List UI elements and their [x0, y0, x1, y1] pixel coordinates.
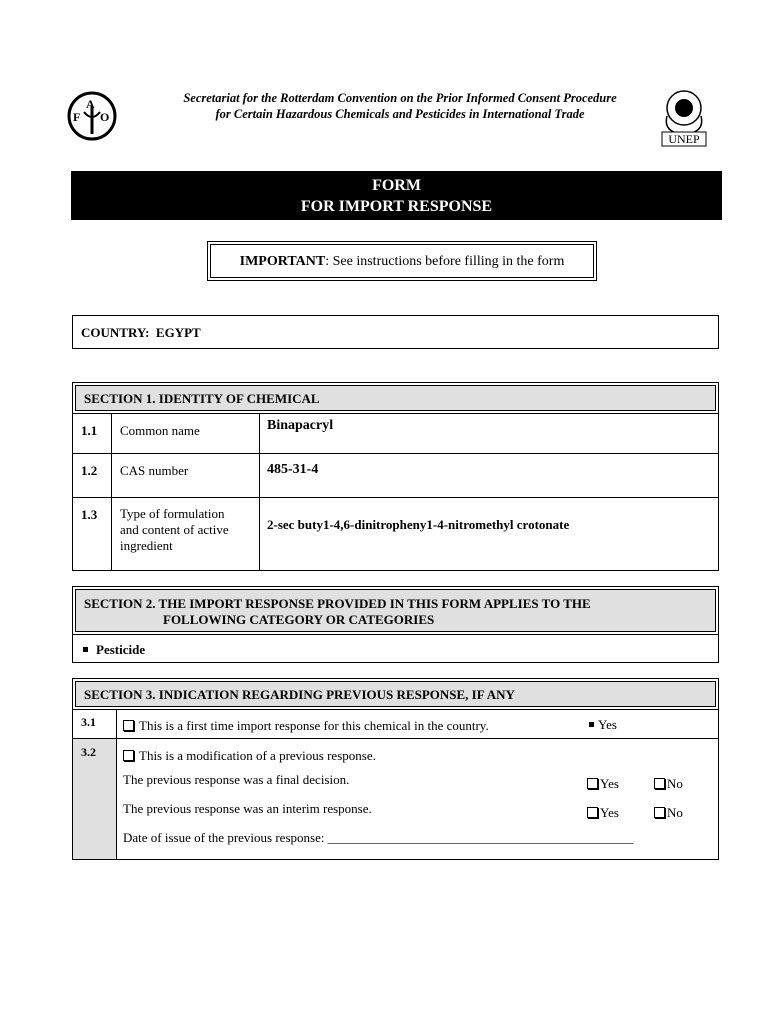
- checkbox-icon[interactable]: [654, 807, 665, 818]
- checkbox-icon[interactable]: [587, 778, 598, 789]
- section-3-heading: SECTION 3. INDICATION REGARDING PREVIOUS RESPONSE, IF ANY: [75, 681, 716, 707]
- header-text: [140, 90, 660, 122]
- interim-no-option[interactable]: [654, 805, 683, 821]
- form-title-line-2: FOR IMPORT RESPONSE: [300, 198, 493, 215]
- first-time-response-text: This is a first time import response for this chemical in the country.: [139, 718, 489, 733]
- section-1-heading: SECTION 1. IDENTITY OF CHEMICAL: [75, 385, 716, 411]
- row-1-3-label: [120, 506, 229, 554]
- fao-logo: [66, 88, 118, 146]
- row-1-2-number: 1.2: [81, 463, 98, 478]
- section-2-heading-line-1: SECTION 2. THE IMPORT RESPONSE PROVIDED IN THIS FORM APPLIES TO THE: [84, 596, 591, 611]
- section-2: [72, 586, 719, 663]
- interim-no-label: No: [667, 805, 683, 820]
- row-1-3-label-line-2: and content of active: [120, 522, 229, 537]
- row-3-2-number: 3.2: [81, 745, 96, 759]
- checkbox-icon[interactable]: [123, 720, 134, 731]
- country-value[interactable]: EGYPT: [155, 325, 201, 340]
- country-label: COUNTRY:: [81, 325, 150, 340]
- row-1-1-label: Common name: [120, 423, 200, 438]
- first-time-yes-label: Yes: [598, 717, 617, 732]
- modification-text: This is a modification of a previous response.: [139, 748, 376, 763]
- important-text: : See instructions before filling in the form: [325, 254, 565, 269]
- first-time-yes[interactable]: [589, 717, 617, 733]
- checkbox-icon[interactable]: [587, 807, 598, 818]
- svg-text:F: F: [73, 110, 81, 124]
- checkbox-icon[interactable]: [123, 750, 134, 761]
- form-title-line-1: FORM: [372, 177, 421, 194]
- interim-yes-option[interactable]: [587, 805, 619, 821]
- final-decision-text: The previous response was a final decision.: [123, 772, 350, 787]
- section-3: [72, 678, 719, 860]
- row-1-2-label: CAS number: [120, 463, 189, 478]
- first-time-response-option[interactable]: [123, 718, 489, 734]
- category-pesticide[interactable]: [83, 642, 145, 658]
- common-name-value[interactable]: Binapacryl: [267, 418, 334, 433]
- important-label: IMPORTANT: [239, 254, 326, 269]
- unep-logo: [658, 88, 710, 148]
- unep-logo-label: UNEP: [668, 132, 700, 146]
- interim-response-text: The previous response was an interim response.: [123, 801, 372, 816]
- cas-number-value[interactable]: 485-31-4: [267, 462, 319, 477]
- date-of-issue-label: Date of issue of the previous response:: [123, 830, 328, 845]
- country-box: [72, 315, 719, 349]
- formulation-value[interactable]: 2-sec buty1-4,6-dinitropheny1-4-nitromethyl crotonate: [267, 517, 570, 532]
- header-line-1: Secretariat for the Rotterdam Convention on the Prior Informed Consent Procedure: [183, 91, 617, 105]
- selected-bullet-icon: [589, 722, 594, 727]
- final-no-label: No: [667, 776, 683, 791]
- bullet-icon: [83, 647, 88, 652]
- section-1: [72, 382, 719, 571]
- row-1-1-number: 1.1: [81, 423, 98, 438]
- date-of-issue: [123, 830, 633, 846]
- final-no-option[interactable]: [654, 776, 683, 792]
- checkbox-icon[interactable]: [654, 778, 665, 789]
- row-1-3-label-line-3: ingredient: [120, 538, 173, 553]
- final-yes-option[interactable]: [587, 776, 619, 792]
- category-pesticide-label: Pesticide: [96, 642, 146, 657]
- header-line-2: for Certain Hazardous Chemicals and Pesticides in International Trade: [215, 107, 585, 121]
- modification-option[interactable]: [123, 748, 376, 764]
- final-yes-label: Yes: [600, 776, 619, 791]
- date-of-issue-field[interactable]: _______________________________________________: [327, 830, 634, 845]
- row-1-3-label-line-1: Type of formulation: [120, 506, 225, 521]
- svg-text:A: A: [86, 97, 95, 111]
- section-2-heading-line-2: FOLLOWING CATEGORY OR CATEGORIES: [163, 612, 435, 627]
- row-1-3-number: 1.3: [81, 507, 98, 522]
- section-2-heading: [75, 589, 716, 632]
- important-notice: [207, 241, 597, 281]
- form-title: [71, 171, 722, 220]
- row-3-1-number: 3.1: [81, 715, 96, 729]
- interim-yes-label: Yes: [600, 805, 619, 820]
- svg-text:O: O: [100, 110, 110, 124]
